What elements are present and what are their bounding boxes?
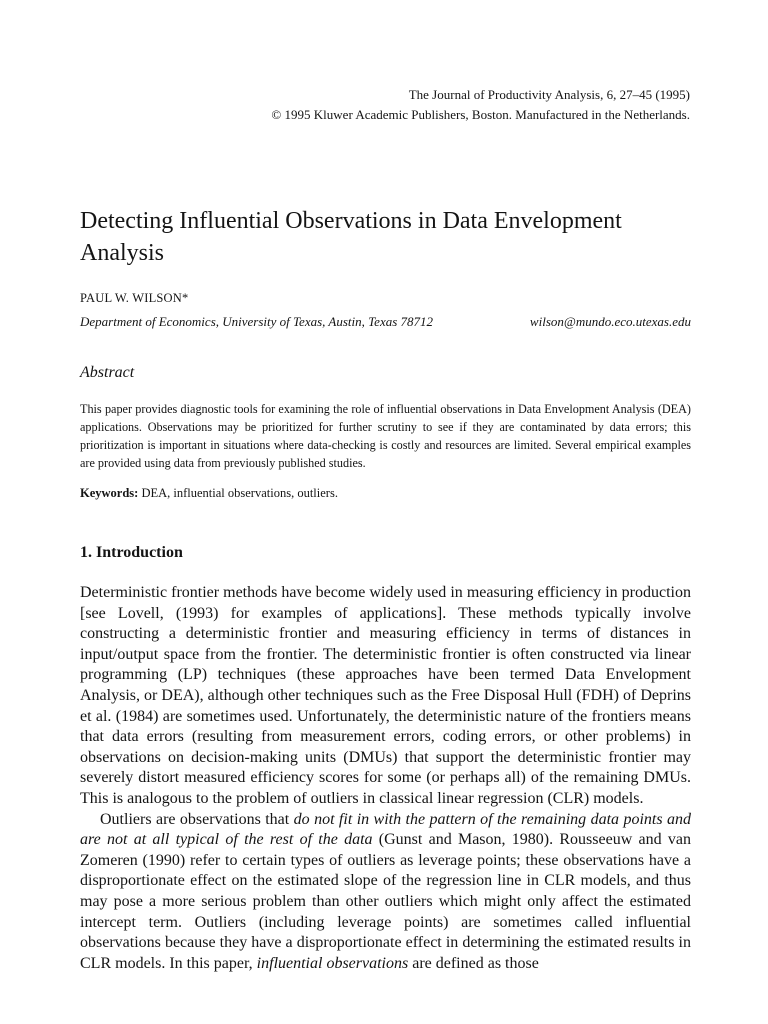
author-email: wilson@mundo.eco.utexas.edu — [529, 314, 691, 329]
journal-citation: The Journal of Productivity Analysis, 6, 27–45 (1995) — [408, 87, 690, 102]
affiliation-row — [80, 314, 691, 330]
journal-header — [271, 85, 690, 125]
introduction-body — [80, 583, 691, 974]
keywords-line — [80, 486, 338, 501]
abstract-heading: Abstract — [80, 364, 135, 381]
paragraph-text: (Gunst and Mason, 1980). Rousseeuw and van Zomeren (1990) refer to certain types of outliers as leverage points; these observations have a disproportionate effect on the estimated slope of the regression line in CLR models, and thus may pose a more serious problem than other outliers which might only affect the estimated intercept term. Outliers (including leverage points) are sometimes called influential observations because they have a disproportionate effect in determining the estimated results in CLR models. In this paper, — [80, 831, 692, 972]
paragraph-text: Outliers are observations that — [100, 810, 294, 828]
author-name: PAUL W. WILSON* — [80, 291, 189, 305]
paragraph-text: are defined as those — [408, 954, 539, 972]
keywords-text: DEA, influential observations, outliers. — [141, 486, 338, 500]
copyright-notice: © 1995 Kluwer Academic Publishers, Boston. Manufactured in the Netherlands. — [271, 107, 690, 122]
paragraph: Deterministic frontier methods have become widely used in measuring efficiency in production [see Lovell, (1993) for examples of applications]. These methods typically involve constructing a deterministic frontier and measuring efficiency in terms of distances in input/output space from the frontier. The deterministic frontier is often constructed via linear programming (LP) techniques (these approaches have been termed Data Envelopment Analysis, or DEA), although other techniques such as the Free Disposal Hull (FDH) of Deprins et al. (1984) are sometimes used. Unfortunately, the deterministic nature of the frontiers means that data errors (resulting from measurement errors, coding errors, or other problems) in observations on decision-making units (DMUs) that support the deterministic frontier may severely distort measured efficiency scores for some (or perhaps all) of the remaining DMUs. This is analogous to the problem of outliers in classical linear regression (CLR) models. — [80, 584, 691, 807]
emphasis-text: influential observations — [256, 954, 409, 972]
abstract-text: This paper provides diagnostic tools for examining the role of influential observations in Data Envelopment Analysis (DEA) applications. Observations may be prioritized for further scrutiny to see if they are contaminated by data errors; this prioritization is important in situations where data-checking is costly and resources are limited. Several empirical examples are provided using data from previously published studies. — [80, 402, 691, 470]
keywords-label: Keywords: — [80, 486, 139, 500]
paragraph — [80, 810, 691, 975]
emphasis-text: do not fit in with the pattern of the remaining data points and are not at all typical of the rest of the data — [80, 810, 691, 849]
article-title: Detecting Influential Observations in Data Envelopment Analysis — [80, 208, 622, 266]
author-affiliation: Department of Economics, University of Texas, Austin, Texas 78712 — [80, 314, 434, 329]
section-heading-introduction: 1. Introduction — [80, 544, 183, 561]
